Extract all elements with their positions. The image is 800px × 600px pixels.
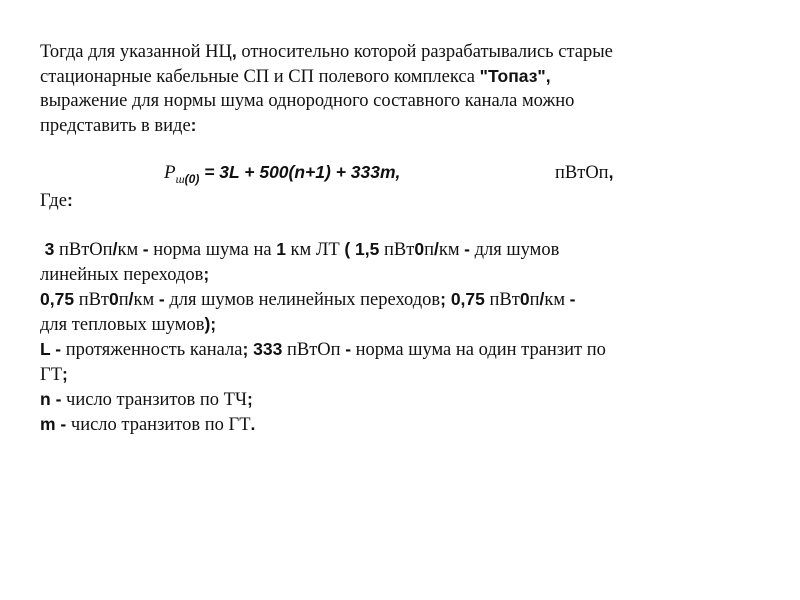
def2-e: пВт [484,290,520,310]
def1-number: 3 [44,239,55,259]
intro-paragraph [40,39,756,138]
definition-l [40,337,756,387]
intro-line3: выражение для нормы шума однородного составного канала можно [40,91,575,111]
document-page [40,39,756,437]
formula-sub-zero: (0) [184,172,200,186]
def-m-var: m [40,414,56,434]
def2-g: км [544,290,570,310]
def1-e: пВт [379,240,415,260]
def-l-dash2: - [345,339,352,359]
definition-m [40,412,756,437]
def1-slash2: / [433,239,439,259]
def1-slash1: / [112,239,118,259]
where-colon: : [66,190,73,210]
def-l-end: ; [62,364,68,384]
def-l-var: L [40,339,51,359]
def2-number: 0,75 [40,289,75,309]
def1-a: пВтОп [54,240,113,260]
def-l-c: норма шума на один транзит по [351,340,606,360]
formula-unit-text: пВтОп [555,163,609,183]
def2-zero: 0 [109,289,119,309]
def-m-end: . [250,414,256,434]
def2-slash: / [128,289,134,309]
formula-subscript [176,172,200,186]
def-n-a: число транзитов по ТЧ [61,390,247,410]
def2-a: пВт [74,290,110,310]
where-label [40,188,756,213]
spacer [40,213,756,237]
intro-line1-comma: , [231,41,237,61]
definition-nonlinear-thermal [40,287,756,337]
formula-sub-shch: ш [175,172,185,186]
def1-dash2: - [464,239,470,259]
def2-line2: для тепловых шумов [40,315,205,335]
def1-b: км [117,240,143,260]
intro-line1-a: Тогда для указанной НЦ [40,42,232,62]
intro-line4: представить в виде [40,116,191,136]
def2-end: ); [204,314,217,334]
def1-c: норма шума на [148,240,277,260]
intro-line2-quote: "Топаз", [479,66,551,86]
def1-zero: 0 [414,239,425,259]
def1-semi: ; [203,264,210,284]
def-m-a: число транзитов по ГТ [66,415,251,435]
def-n-var: n [40,389,51,409]
def1-g: км [438,240,465,260]
def-n-dash: - [50,389,62,409]
definition-noise-per-km [40,237,756,287]
formula-p: P [164,162,176,183]
def1-one: 1 [276,239,286,259]
formula-rhs: = 3L + 500(n+1) + 333m, [199,162,401,182]
def2-dash: - [158,289,165,309]
def1-f: п [424,240,434,260]
intro-line2-a: стационарные кабельные СП и СП полевого комплекса [40,67,480,87]
def-m-dash: - [55,414,67,434]
def1-dash1: - [142,239,149,259]
def-l-a: протяженность канала [61,340,243,360]
formula-unit-comma: , [608,162,614,182]
formula-expression [164,160,400,191]
def1-h: для шумов [470,240,560,260]
noise-formula [40,158,756,188]
def-l-line2: ГТ [40,365,62,385]
def1-paren: ( 1,5 [344,239,380,259]
def2-semi: ; 0,75 [440,289,485,309]
def2-f: п [529,290,540,310]
def-n-end: ; [246,389,253,409]
def2-d: для шумов нелинейных переходов [164,290,441,310]
def2-slash2: / [539,289,545,309]
def2-b: п [118,290,129,310]
def2-zero2: 0 [519,289,530,309]
intro-line4-colon: : [190,115,197,135]
def-l-b: пВтОп [282,340,346,360]
definition-n [40,387,756,412]
def2-dash2: - [569,289,576,309]
formula-unit [555,160,613,185]
def1-line2: линейных переходов [40,265,204,285]
def1-d: км ЛТ [285,240,345,260]
where-text: Где [40,191,67,211]
def-l-dash: - [50,339,62,359]
def2-c: км [133,290,159,310]
intro-line1-b: относительно которой разрабатывались старые [236,42,613,62]
def-l-semi: ; 333 [242,339,283,359]
